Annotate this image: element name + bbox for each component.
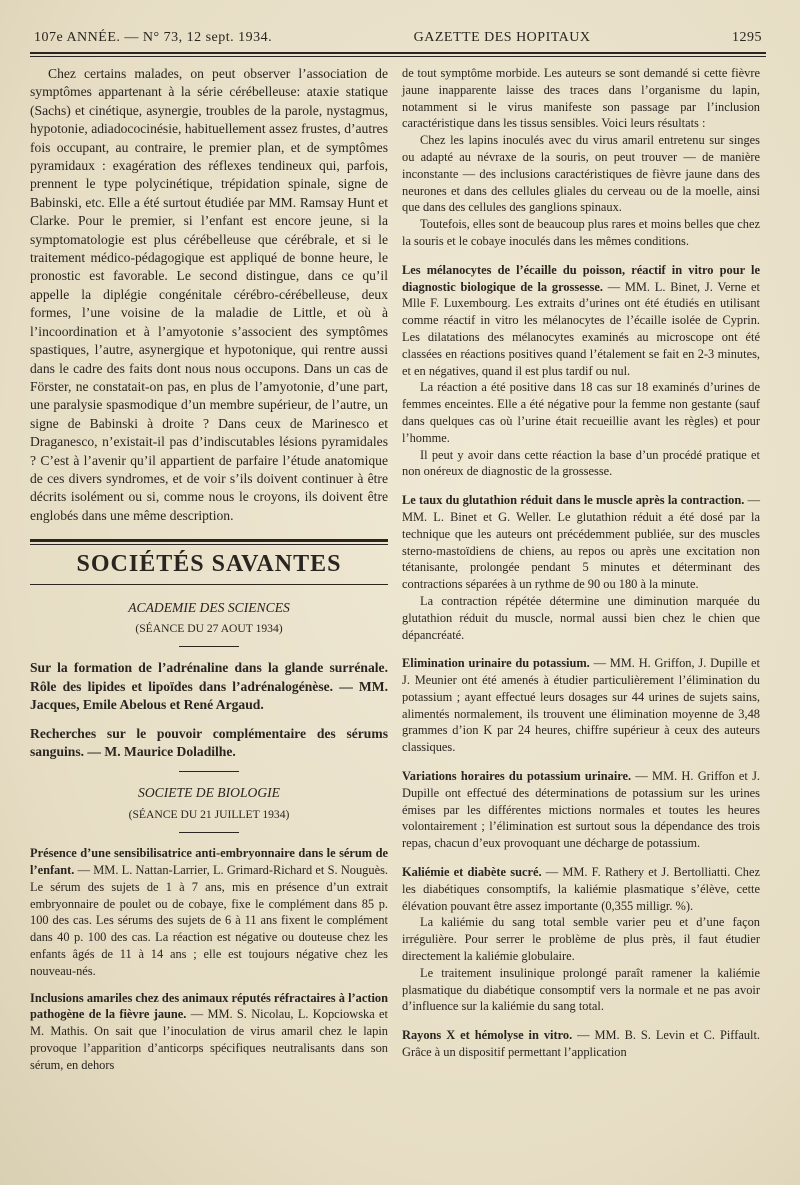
academy-entry (30, 725, 388, 762)
right-column (402, 65, 760, 1084)
paragraph: Toutefois, elles sont de beaucoup plus rares et moins belles que chez la souris et le cobaye inoculés dans les mêmes conditions. (402, 217, 760, 248)
section-divider (30, 539, 388, 545)
academy-entry (30, 659, 388, 714)
biologie-entry (402, 262, 760, 480)
short-rule (179, 771, 239, 772)
entry-body: — MM. L. Binet, J. Verne et Mlle F. Luxembourg. Les extraits d’urines ont été étudiés en utilisant comme réactif in vitro les mélanocytes de l’écaille isolée de Cyprin. Les dilatations des mélanocytes examinés au microscope ont été classées en réactions positives quand l’étalement se fait en 2-3 minutes, et en négatives, quand il est plus tardif ou nul. (402, 279, 760, 378)
paragraph: de tout symptôme morbide. Les auteurs se sont demandé si cette fièvre jaune inapparente laisse des traces dans l’organisme du lapin, notamment si le virus manifeste son passage par l’inclusion caractéristique dans les tissus sensibles. Voici leurs résultats : (402, 66, 760, 131)
left-column (30, 65, 388, 1084)
entry-body: — MM. L. Nattan-Larrier, L. Grimard-Richard et S. Nouguès. Le sérum des sujets de 1 à 7 ans, mis en présence d’un extrait embryonnaire de poulet ou de cobaye, fixe le complément dans 85 p. 100 des cas. Les sérums des sujets de 6 à 11 ans fixent le complément dans 40 p. 100 des cas. La réaction est négative ou douteuse chez les enfants âgés de 11 à 14 ans ; elle est toujours négative chez les nouveau-nés. (30, 863, 388, 978)
entry-title: Le taux du glutathion réduit dans le muscle après la contraction. (402, 493, 745, 508)
biologie-entry (402, 1027, 760, 1061)
section-rule (30, 584, 388, 585)
entry-title: Kaliémie et diabète sucré. (402, 865, 542, 880)
biologie-seance: (SÉANCE DU 21 JUILLET 1934) (128, 807, 290, 821)
entry-title: Variations horaires du potassium urinaire. (402, 769, 632, 784)
paragraph: La kaliémie du sang total semble varier peu et d’une façon irrégulière. Pour serrer le problème de plus près, il faut étudier directement la kaliémie globulaire. (402, 915, 760, 964)
biologie-entry (402, 864, 760, 1015)
paragraph: La contraction répétée détermine une diminution marquée du glutathion réduit du muscle, normal aussi bien chez le chien que dépancréaté. (402, 593, 760, 642)
journal-title: GAZETTE DES HOPITAUX (413, 30, 591, 45)
entry-title: Les mélanocytes de l’écaille du poisson, réactif in vitro pour le diagnostic biologique de la grossesse. (402, 262, 760, 294)
entry-body: — MM. H. Griffon et J. Dupille ont effectué des déterminations de potassium sur les urines émises par les différentes mictions normales et toutes les heures volontairement ; l’élimination est surtout sous la dépendance des trois repas, chacun d’eux provoquant une décharge de potassium. (402, 769, 760, 851)
academy-entry-text: Recherches sur le pouvoir complémentaire des sérums sanguins. — M. Maurice Doladilhe. (30, 725, 388, 759)
entry-title: Rayons X et hémolyse in vitro. (402, 1028, 573, 1043)
page-header (30, 30, 766, 52)
entry-body: — MM. L. Binet et G. Weller. Le glutathion réduit a été dosé par la technique que les auteurs ont précédemment publiée, sur des muscles sterno-mastoïdiens de chiens, au repos ou après une excitation non tétanisante, prolongée pendant 5 minutes et déterminant des contractions séparées à un rythme de 90 ou 180 à la minute. (402, 493, 760, 592)
biologie-entry (402, 768, 760, 852)
paragraph: La réaction a été positive dans 18 cas sur 18 examinés d’urines de femmes enceintes. Elle a été négative pour la femme non gestante (sauf dans quelques cas où l’urine était recueillie avant les règles) et pour l’homme. (402, 380, 760, 445)
paragraph: Il peut y avoir dans cette réaction la base d’un procédé pratique et non onéreux de diagnostic de la grossesse. (402, 447, 760, 479)
entry-body: — MM. S. Nicolau, L. Kopciowska et M. Mathis. On sait que l’inoculation de virus amaril chez le lapin provoque l’apparition d’anticorps spécifiques neutralisants dans son sérum, en dehors (30, 1007, 388, 1072)
section-title: SOCIÉTÉS SAVANTES (76, 551, 342, 578)
biologie-entry (402, 655, 760, 756)
entry-title: Elimination urinaire du potassium. (402, 656, 590, 671)
biologie-heading: SOCIETE DE BIOLOGIE (138, 785, 280, 801)
issue-info: 107e ANNÉE. — N° 73, 12 sept. 1934. (34, 30, 273, 45)
header-rule (30, 52, 766, 57)
intro-paragraph: Chez certains malades, on peut observer l’association de symptômes appartenant à la série cérébelleuse: ataxie statique (Sachs) et cinétique, asynergie, troubles de la parole, nystagmus, hypotonie, adiadococinésie, habituellement assez frustes, d’autres fois occupant, au contraire, le premier plan, et de symptômes pyramidaux : exagération des réflexes tendineux qui, parfois, prennent le type polycinétique, trépidation spinale, signe de Babinski, etc. Elle a été surtout étudiée par MM. Ramsay Hunt et Clarke. Pour le premier, si l’enfant est encore jeune, si la symptomatologie est plus cérébelleuse que cérébrale, et si le traitement médico-pédagogique est appliqué de bonne heure, le pronostic est favorable. Le second distingue, dans ce qu’il appelle la diplégie congénitale cérébro-cérébelleuse, deux formes, l’une voisine de la maladie de Little, et où à l’incoordination et à l’amyotonie s’associent des symptômes spastiques, l’autre, asynergique et hypotonique, qui rentre aussi dans le cadre des faits dont nous nous occupons. Dans un cas de Förster, ne constatait-on pas, en plus de l’amyotonie, d’une part, une paralysie spasmodique d’un membre supérieur, de l’autre, un signe de Babinski à droite ? Dans ceux de Marinesco et Draganesco, n’existait-il pas d’indiscutables lésions pyramidales ? C’est à l’avenir qu’il appartient de parfaire l’étude anatomique de ces divers syndromes, et de voir s’ils doivent continuer à être décrits isolément ou si, comme nous le croyons, ils doivent être englobés dans une même description. (30, 66, 388, 523)
short-rule (179, 646, 239, 647)
biologie-entry (402, 492, 760, 643)
entry-title: Présence d’une sensibilisatrice anti-embryonnaire dans le sérum de l’enfant. (30, 846, 388, 878)
biologie-entry (30, 990, 388, 1074)
entry-body: — MM. H. Griffon, J. Dupille et J. Meunier ont été amenés à étudier particulièrement l’élimination du potassium ; ayant effectué leurs dosages sur 44 urines de sujets sains, alimentés normalement, ils trouvent une élimination moyenne de 3,48 grammes d’ion K par 24 heures, chiffre supérieur à ceux des auteurs classiques. (402, 656, 760, 755)
academy-entry-text: Sur la formation de l’adrénaline dans la glande surrénale. Rôle des lipides et lipoïdes dans l’adrénalogénèse. — MM. Jacques, Emile Abelous et René Argaud. (30, 660, 388, 713)
columns (30, 65, 766, 1084)
paragraph: Chez les lapins inoculés avec du virus amaril entretenu sur singes ou adapté au névraxe de la souris, on peut trouver — de manière inconstante — des inclusions caractéristiques de fièvre jaune dans des neurones et dans des cellules gliales du cerveau ou de la moelle, ainsi que dans des cellules des ganglions spinaux. (402, 133, 760, 215)
continued-entry (402, 65, 760, 250)
page-number: 1295 (732, 30, 762, 45)
entry-title: Inclusions amariles chez des animaux réputés réfractaires à l’action pathogène de la fièvre jaune. (30, 990, 388, 1022)
academy-seance: (SÉANCE DU 27 AOUT 1934) (135, 621, 283, 635)
entry-body: — MM. F. Rathery et J. Bertolliatti. Chez les diabétiques consomptifs, la kaliémie plasmatique s’élève, cette élévation pouvant être assez importante (0,355 milligr. %). (402, 865, 760, 913)
biologie-entry (30, 845, 388, 979)
entry-body: — MM. B. S. Levin et C. Piffault. Grâce à un dispositif permettant l’application (402, 1028, 760, 1060)
short-rule (179, 832, 239, 833)
paragraph: Le traitement insulinique prolongé paraît ramener la kaliémie plasmatique du diabétique consomptif vers la normale et ne pas avoir d’influence sur la kaliémie du sang total. (402, 965, 760, 1014)
academy-heading: ACADEMIE DES SCIENCES (128, 599, 290, 615)
